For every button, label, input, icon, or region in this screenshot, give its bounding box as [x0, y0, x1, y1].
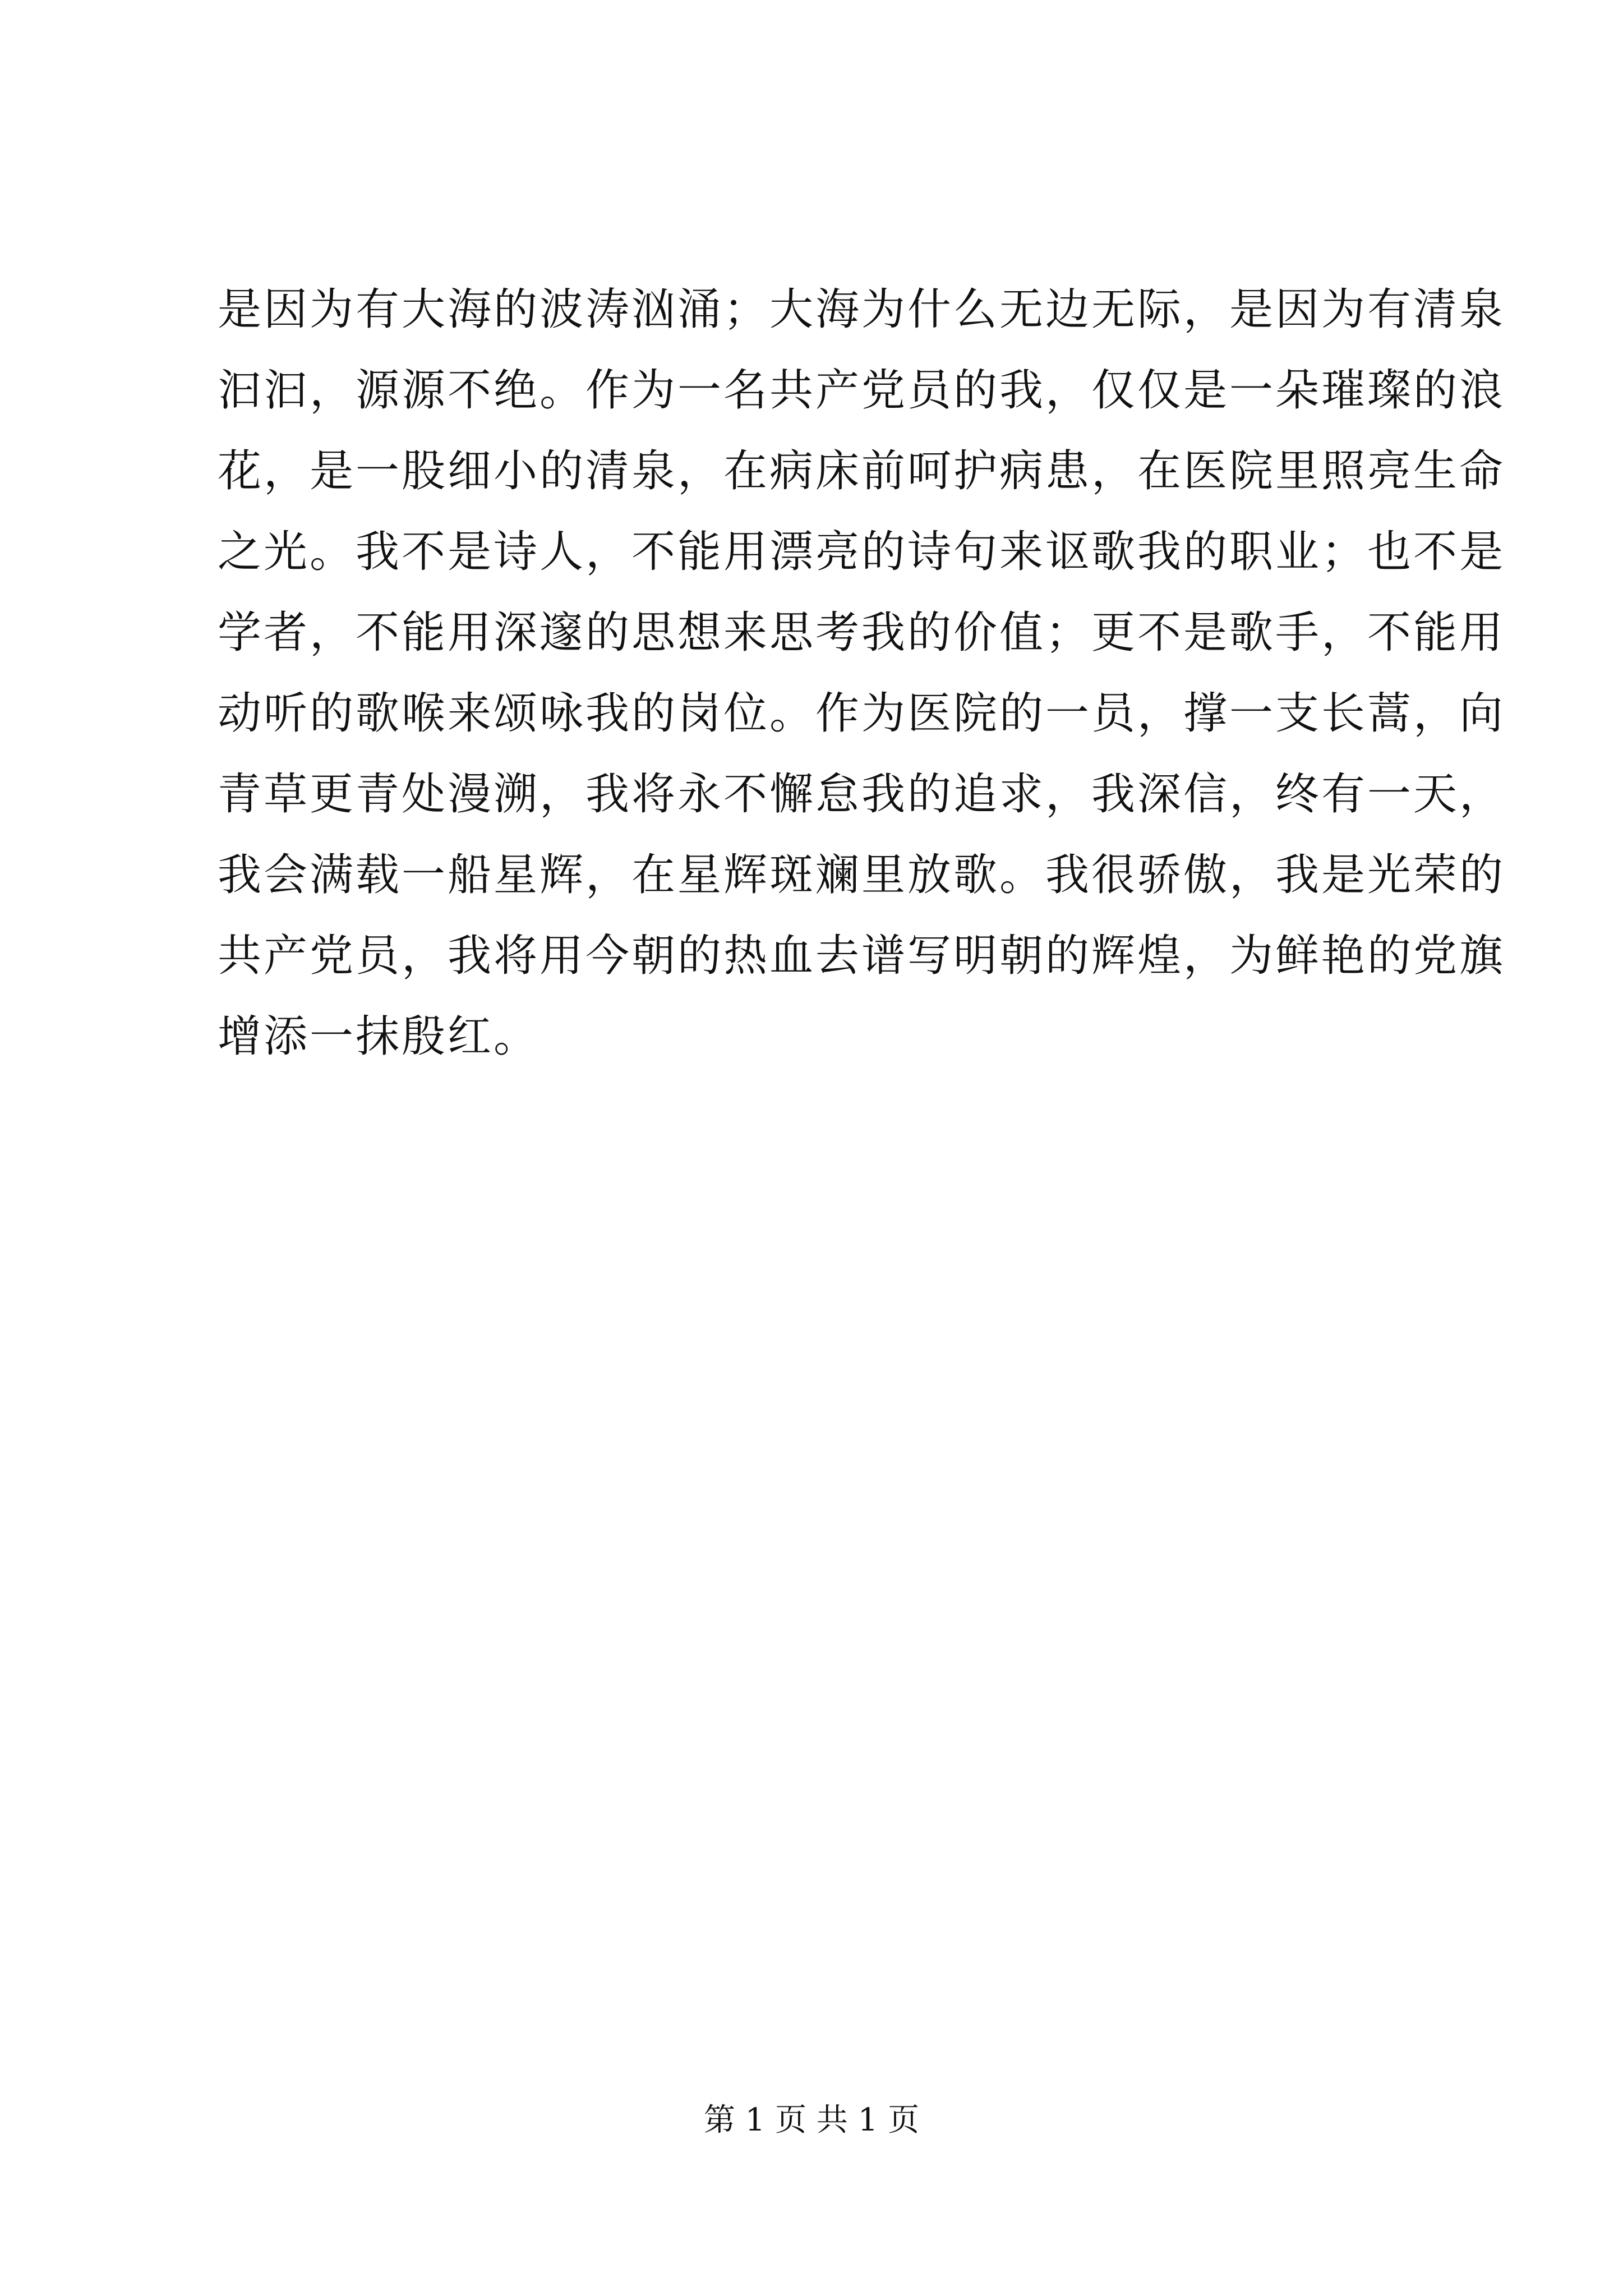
text-line: 共产党员，我将用今朝的热血去谱写明朝的辉煌，为鲜艳的党旗: [218, 931, 1506, 981]
body-paragraph: [218, 269, 1506, 1077]
text-line: 动听的歌喉来颂咏我的岗位。作为医院的一员，撑一支长蒿，向: [218, 688, 1506, 739]
text-line: 之光。我不是诗人，不能用漂亮的诗句来讴歌我的职业；也不是: [218, 527, 1506, 577]
text-line: 是因为有大海的波涛汹涌；大海为什么无边无际，是因为有清泉: [218, 284, 1506, 335]
text-line: 汩汩，源源不绝。作为一名共产党员的我，仅仅是一朵璀璨的浪: [218, 365, 1506, 416]
text-line: 增添一抹殷红。: [218, 1011, 540, 1062]
page-number-footer: 第 1 页 共 1 页: [703, 2102, 920, 2138]
text-line: 青草更青处漫溯，我将永不懈怠我的追求，我深信，终有一天，: [218, 769, 1506, 820]
text-line: 我会满载一船星辉，在星辉斑斓里放歌。我很骄傲，我是光荣的: [218, 850, 1506, 900]
text-line: 花，是一股细小的清泉，在病床前呵护病患，在医院里照亮生命: [218, 446, 1506, 496]
text-line: 学者，不能用深邃的思想来思考我的价值；更不是歌手，不能用: [218, 608, 1506, 658]
